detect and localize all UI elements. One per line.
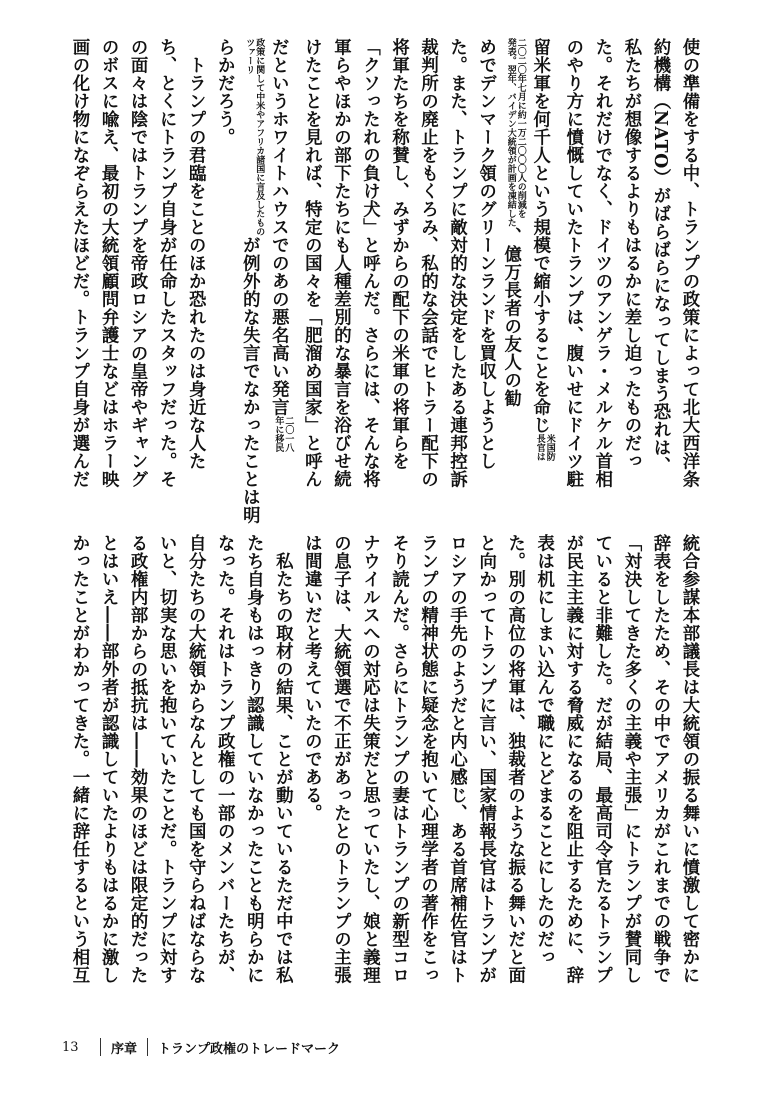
text-column [239, 38, 265, 524]
text-run: 留米軍を何千人という規模で縮小することを命じ [529, 38, 550, 434]
text-column: いと、切実な思いを抱いていたことだ。トランプに対す [156, 534, 177, 984]
text-column: 私たちの取材の結果、ことが動いているただ中では私 [272, 534, 293, 984]
text-column: と向かってトランプに言い、国家情報長官はトランプが [475, 534, 496, 984]
text-column: ロシアの手先のようだと内心感じ、ある首席補佐官はト [446, 534, 467, 984]
running-title: トランプ政権のトレードマーク [158, 1041, 341, 1057]
text-column: らかだろう。 [214, 38, 235, 146]
text-column: の面々は陰ではトランプを帝政ロシアの皇帝やギャング [127, 38, 148, 488]
text-column [268, 38, 294, 516]
text-run: が例外的な失言でなかったことは明 [239, 236, 260, 524]
text-column: 辞表をしたため、その中でアメリカがこれまでの戦争で [649, 534, 670, 984]
text-column: る政権内部からの抵抗は――効果のほどは限定的だった [127, 534, 148, 984]
text-column: のボスに喩え、最初の大統領顧問弁護士などはホラー映 [98, 38, 119, 488]
text-column: 「クソったれの負け犬」と呼んだ。さらには、そんな将 [359, 38, 380, 488]
text-column: 自分たちの大統領からなんとしても国を守らねばならな [185, 534, 206, 984]
text-column: 統合参謀本部議長は大統領の振る舞いに憤激して密かに [678, 534, 699, 984]
text-column: た。それだけでなく、ドイツのアンゲラ・メルケル首相 [591, 38, 612, 488]
text-column: かったことがわかってきた。一緒に辞任するという相互 [69, 534, 89, 984]
text-block-bottom [68, 534, 700, 1010]
footer-divider [147, 1038, 148, 1056]
text-column: 裁判所の廃止をもくろみ、私的な会話でヒトラー配下の [417, 38, 438, 488]
footer-divider [100, 1038, 101, 1056]
text-column: た。別の高位の将軍は、独裁者のような振る舞いだと面 [504, 534, 525, 984]
annotation-note: 米国防 長官は [534, 434, 555, 461]
text-column: 使の準備をする中、トランプの政策によって北大西洋条 [678, 38, 699, 488]
text-column: 画の化け物になぞらえたほどだ。トランプ自身が選んだ [69, 38, 89, 488]
text-column: めでデンマーク領のグリーンランドを買収しようとし [475, 38, 496, 470]
text-column: は間違いだと考えていたのである。 [301, 534, 322, 822]
text-column: 私たちが想像するよりもはるかに差し迫ったものだっ [620, 38, 641, 470]
text-run: 、億万長者の友人の勧 [500, 227, 521, 407]
annotation-note: 二〇二〇年七月に約一万二〇〇〇人の削減を 発表。翌年、バイデン大統領が計画を凍結した [505, 38, 526, 227]
text-column: とはいえ――部外者が認識していたよりもはるかに激し [98, 534, 119, 984]
text-column: のやり方に憤慨していたトランプは、腹いせにドイツ駐 [562, 38, 583, 488]
text-column: 約機構（NATO）がばらばらになってしまう恐れは、 [649, 38, 670, 475]
text-column [500, 38, 526, 516]
text-run: だというホワイトハウスでのあの悪名高い発言 [268, 38, 289, 416]
annotation-note: 政策に関して中米やアフリカ諸国に言及したもの ツァーリ [244, 38, 265, 236]
text-column: 軍らやほかの部下たちにも人種差別的な暴言を浴びせ続 [330, 38, 351, 488]
text-column: ていると非難した。だが結局、最高司令官たるトランプ [591, 534, 612, 984]
page-footer [62, 1036, 340, 1058]
text-column: トランプの君臨をことのほか恐れたのは身近な人た [185, 38, 206, 470]
text-column: が民主主義に対する脅威になるのを阻止するために、辞 [562, 534, 583, 984]
text-column [529, 38, 555, 516]
text-column: そり読んだ。さらにトランプの妻はトランプの新型コロ [388, 534, 409, 984]
text-column: た。また、トランプに敵対的な決定をしたある連邦控訴 [446, 38, 467, 488]
text-column: けたことを見れば、特定の国々を「肥溜め国家」と呼ん [301, 38, 322, 488]
text-column: の息子は、大統領選で不正があったとのトランプの主張 [330, 534, 351, 984]
text-column: 表は机にしまい込んで職にとどまることにしたのだっ [533, 534, 554, 966]
page-number: 13 [62, 1039, 79, 1055]
text-column: ナウイルスへの対応は失策だと思っていたし、娘と義理 [359, 534, 380, 984]
text-block-top [68, 38, 700, 524]
text-column: ランプの精神状態に疑念を抱いて心理学者の著作をこっ [417, 534, 438, 984]
text-column: 将軍たちを称賛し、みずからの配下の米軍の将軍らを [388, 38, 409, 470]
text-column: たち自身もはっきり認識していなかったことも明らかに [243, 534, 264, 984]
text-column: 「対決してきた多くの主義や主張」にトランプが賛同し [620, 534, 641, 984]
annotation-note: 二〇一八 年に移民 [273, 416, 294, 452]
text-column: ち、とくにトランプ自身が任命したスタッフだった。そ [156, 38, 177, 488]
chapter-label: 序章 [111, 1041, 138, 1057]
text-column: なった。それはトランプ政権の一部のメンバーたちが、 [214, 534, 235, 984]
